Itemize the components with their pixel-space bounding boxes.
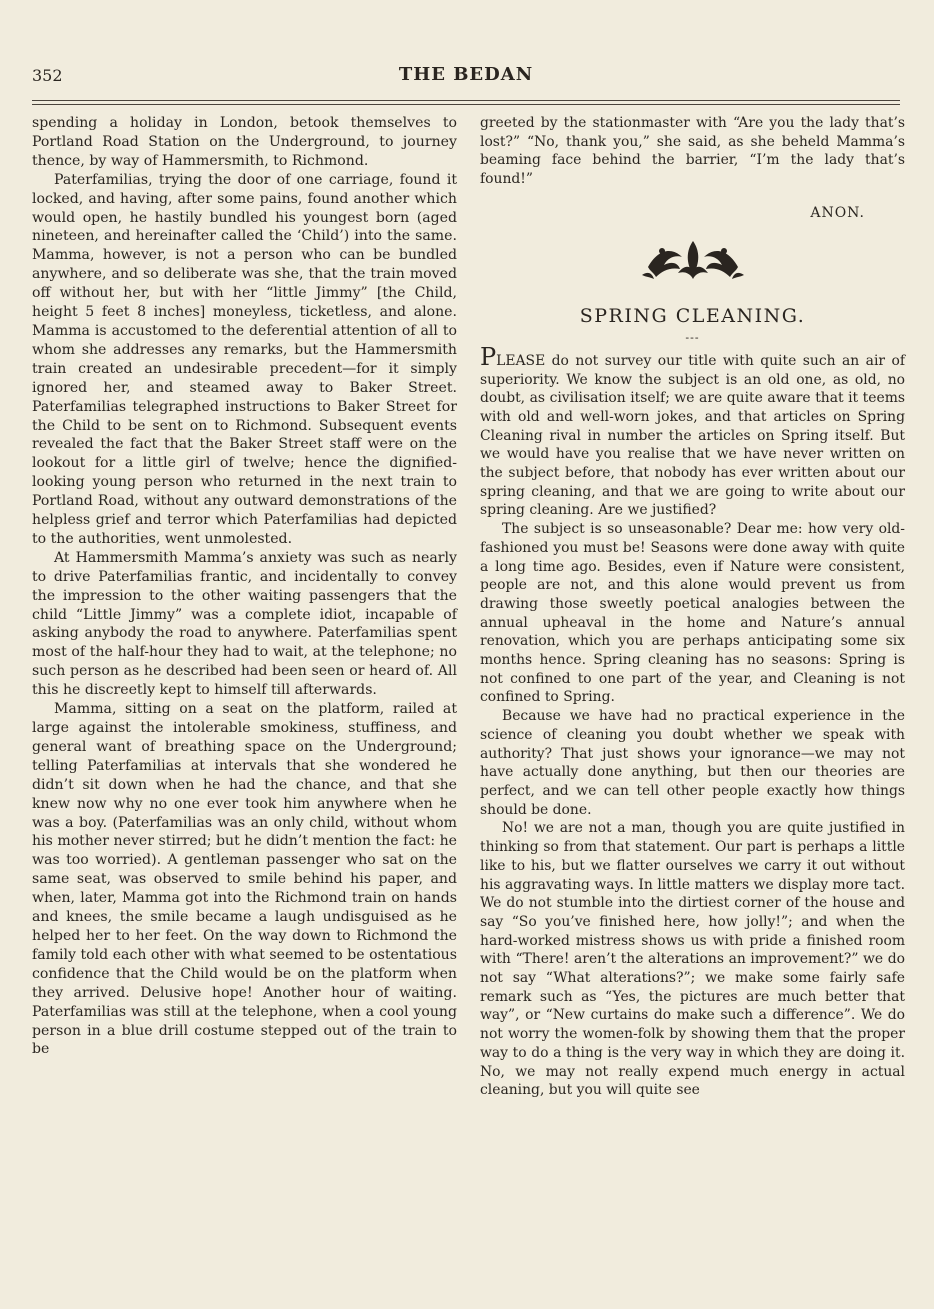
left-paragraph: Paterfamilias, trying the door of one carriage, found it locked, and having, after some pains, found another which would open, he hastily bundled his youngest born (aged nineteen, and hereinafter called the ‘Child’) into the same. Mamma, however, is not a person who can be bundled anywhere, and so deliberate was she, that the train moved off without her, but with her “little Jimmy” [the Child, height 5 feet 8 inches] moneyless, ticketless, and alone. Mamma is accustomed to the deferential attention of all to whom she addresses any remarks, but the Hammersmith train created an undesirable precedent—for it simply ignored her, and steamed away to Baker Street. Paterfamilias telegraphed instructions to Baker Street for the Child to be sent on to Richmond. Subsequent events revealed the fact that the Baker Street staff were on the lookout for a little girl of twelve; hence the dignified-looking young person who returned in the next train to Portland Road, without any outward demonstrations of the helpless grief and terror which Paterfamilias had depicted to the authorities, went unmolested. [32,171,457,547]
section-title: SPRING CLEANING. [579,304,806,327]
left-paragraph: spending a holiday in London, betook themselves to Portland Road Station on the Underground, to journey thence, by way of Hammersmith, to Richmond. [32,115,457,169]
opening-word: LEASE [496,352,546,369]
right-paragraph: The subject is so unseasonable? Dear me: how very old-fashioned you must be! Seasons were done away with quite a long time ago. Besides, even if Nature were consistent, people are not, and this alone would prevent us from drawing those sweetly poetical analogies between the annual upheaval in the home and Nature’s annual renovation, which you are perhaps anticipating some six months hence. Spring cleaning has no seasons: Spring is not confined to one part of the year, and Cleaning is not confined to Spring. [480,521,905,706]
right-paragraph: Because we have had no practical experience in the science of cleaning you doubt whether we speak with authority? That just shows your ignorance—we may not have actually done anything, but then our theories are perfect, and we can tell other people exactly how things should be done. [480,708,905,818]
floral-ornament-icon [638,235,748,285]
header-rule-top [32,100,900,101]
right-column [480,114,905,1100]
first-paragraph [480,342,905,520]
first-paragraph-text: do not survey our title with quite such an air of superiority. We know the subject is an old one, as old, no doubt, as civilisation itself; we are quite aware that it teems with old and well-worn jokes, and that articles on Spring Cleaning rival in number the articles on Spring itself. But we would have you realise that we have never written on the subject before, that nobody has ever written about our spring cleaning, and that we are going to write about our spring cleaning. Are we justified? [480,352,905,519]
running-title: THE BEDAN [398,64,534,85]
left-paragraph: At Hammersmith Mamma’s anxiety was such as nearly to drive Paterfamilias frantic, and incidentally to convey the impression to the other waiting passengers that the child “Little Jimmy” was a complete idiot, incapable of asking anybody the road to anywhere. Paterfamilias spent most of the half-hour they had to wait, at the telephone; no such person as he described had been seen or heard of. All this he discreetly kept to himself till afterwards. [32,549,457,699]
page-header [32,64,900,94]
right-paragraph: No! we are not a man, though you are quite justified in thinking so from that statement. Our part is perhaps a little like to his, but we flatter ourselves we carry it out without his aggravating ways. In little matters we display more tact. We do not stumble into the dirtiest corner of the house and say “So you’ve finished here, how jolly!”; and when the hard-worked mistress shows us with pride a finished room with “There! aren’t the alterations an improvement?” we do not say “What alterations?”; we make some fairly safe remark such as “Yes, the pictures are much better that way”, or “New curtains do make such a difference”. We do not worry the women-folk by showing them that the proper way to do a thing is the very way in which they are doing it. No, we may not really expend much energy in actual cleaning, but you will quite see [480,820,905,1099]
drop-cap: P [480,342,497,371]
story-continuation: greeted by the stationmaster with “Are you the lady that’s lost?” “No, thank you,” she said, as she beheld Mamma’s beaming face behind the barrier, “I’m the lady that’s found!” [480,115,905,188]
title-dash: --- [685,330,700,344]
left-paragraph: Mamma, sitting on a seat on the platform, railed at large against the intolerable smokiness, stuffiness, and general want of breathing space on the Underground; telling Paterfamilias at intervals that she wondered he didn’t sit down when he had the chance, and that she knew now why no one ever took him anywhere when he was a boy. (Paterfamilias was an only child, without whom his mother never stirred; but he didn’t mention the fact: he was too worried). A gentleman passenger who sat on the same seat, was observed to smile behind his paper, and when, later, Mamma got into the Richmond train on hands and knees, the smile became a laugh undisguised as he helped her to her feet. On the way down to Richmond the family told each other with what seemed to be ostentatious confidence that the Child would be on the platform when they arrived. Delusive hope! Another hour of waiting. Paterfamilias was still at the telephone, when a cool young person in a blue drill costume stepped out of the train to be [32,701,457,1058]
author-signature: ANON. [810,204,865,221]
header-rule-bottom [32,104,900,105]
page-number: 352 [32,66,63,85]
left-column [32,114,457,1059]
